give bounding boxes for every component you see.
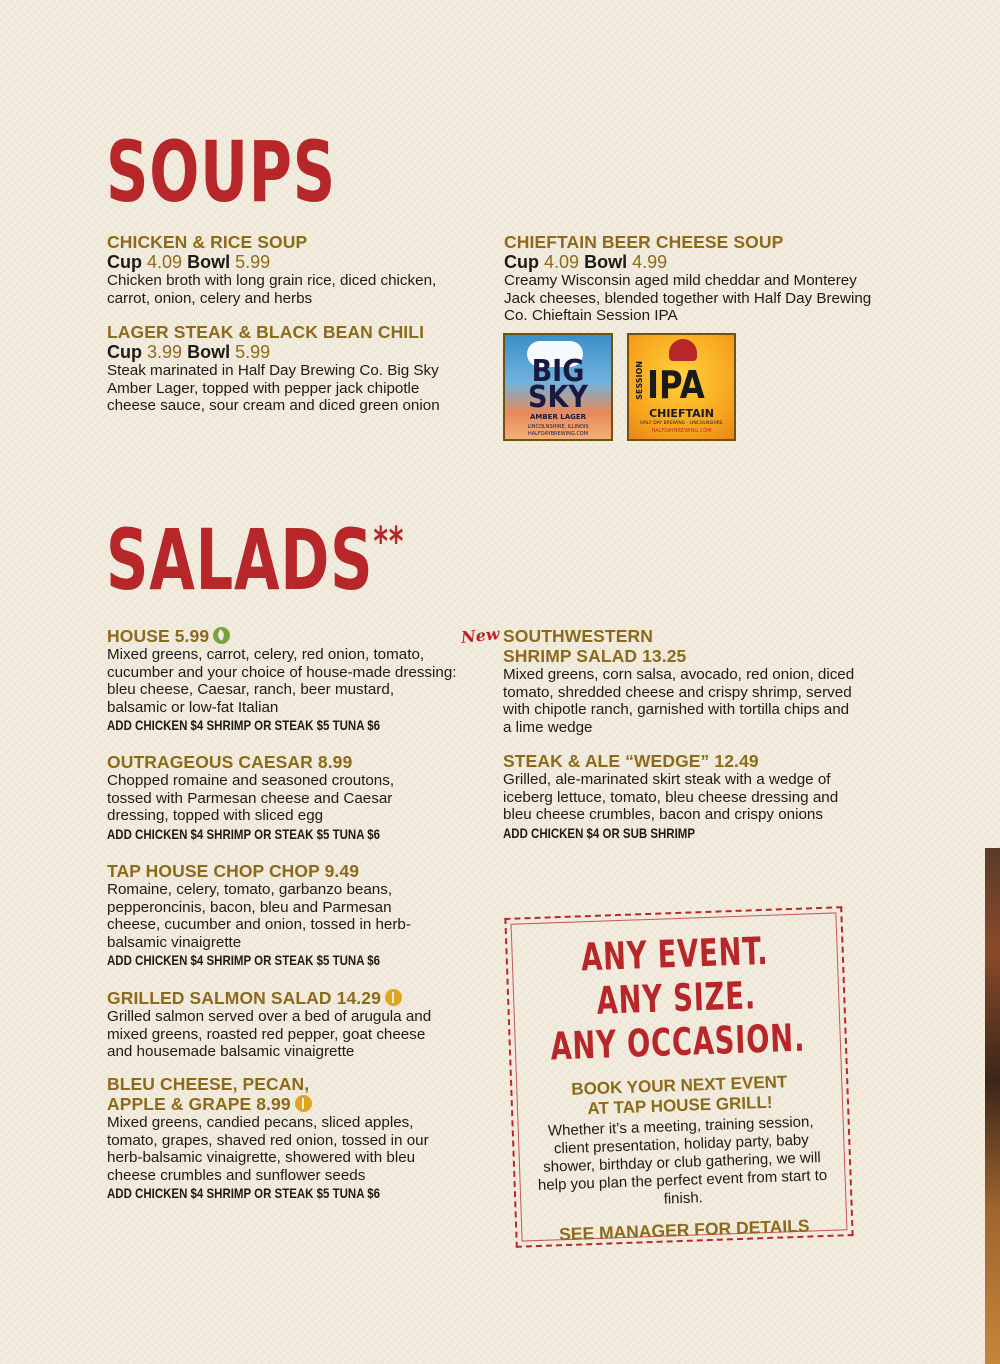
item-description: Creamy Wisconsin aged mild cheddar and Monterey Jack cheeses, blended together with Half Day Brewing Co. Chieftain Session IPA [504,272,872,325]
item-addons: ADD CHICKEN $4 SHRIMP OR STEAK $5 TUNA $6 [107,1185,381,1202]
item-sizes: Cup 4.09 Bowl 4.99 [504,252,668,272]
item-name: BLEU CHEESE, PECAN, APPLE & GRAPE 8.99 [107,1074,467,1114]
event-headline-3: ANY OCCASION. [549,1015,806,1069]
soups-heading: SOUPS [106,123,336,221]
item-addons: ADD CHICKEN $4 SHRIMP OR STEAK $5 TUNA $6 [107,717,381,734]
item-description: Grilled, ale-marinated skirt steak with a wedge of iceberg lettuce, tomato, bleu cheese dressing and bleu cheese crumbles, bacon and crispy onions [503,771,839,824]
gluten-free-icon [295,1095,312,1112]
event-cta: SEE MANAGER FOR DETAILS [558,1215,810,1245]
event-headline-1: ANY EVENT. [580,928,770,980]
item-description: Mixed greens, carrot, celery, red onion, tomato, cucumber and your choice of house-made dressing: bleu cheese, Caesar, ranch, beer mustard, balsamic or low-fat Italian [107,646,457,716]
salad-item [107,988,467,1061]
item-description: Mixed greens, candied pecans, sliced apples, tomato, grapes, shaved red onion, tossed in our herb-balsamic vinaigrette, showered with bleu cheese crumbles and sunflower seeds [107,1114,429,1184]
event-subheading-2: AT TAP HOUSE GRILL! [587,1092,773,1119]
item-description: Steak marinated in Half Day Brewing Co. Big Sky Amber Lager, topped with pepper jack chipotle cheese sauce, sour cream and diced green onion [107,362,440,415]
item-description: Chicken broth with long grain rice, diced chicken, carrot, onion, celery and herbs [107,272,437,307]
item-description: Mixed greens, corn salsa, avocado, red onion, diced tomato, shredded cheese and crispy shrimp, served with chipotle ranch, garnished with tortilla chips and a lime wedge [503,666,855,736]
item-addons: ADD CHICKEN $4 OR SUB SHRIMP [503,824,695,841]
salads-footnote-mark: ** [373,519,405,565]
event-description: Whether it’s a meeting, training session, client presentation, holiday party, baby shower, birthday or club gathering, we will help you plan the perfect event from start to finish. [537,1113,828,1208]
item-name: TAP HOUSE CHOP CHOP 9.49 [107,861,360,881]
gluten-free-icon [385,989,402,1006]
item-sizes: Cup 4.09 Bowl 5.99 [107,252,271,272]
item-name: LAGER STEAK & BLACK BEAN CHILI [107,322,425,342]
event-promo-box [504,906,853,1248]
salad-item [503,626,863,736]
item-description: Grilled salmon served over a bed of arugula and mixed greens, roasted red pepper, goat cheese and housemade balsamic vinaigrette [107,1008,432,1061]
chieftain-ipa-logo: SESSION IPA CHIEFTAIN HALF DAY BREWING · LINCOLNSHIRE HALFDAYBREWING.COM [627,333,736,441]
soup-item [504,232,884,325]
salads-heading: SALADS** [106,511,405,609]
item-sizes: Cup 3.99 Bowl 5.99 [107,342,271,362]
food-photo-edge [985,848,1000,1364]
item-description: Chopped romaine and seasoned croutons, tossed with Parmesan cheese and Caesar dressing, topped with sliced egg [107,772,395,825]
salad-item [107,626,467,734]
new-item-tag: New [460,624,501,647]
veg-icon [213,627,230,644]
item-name: SOUTHWESTERN SHRIMP SALAD 13.25 [503,626,687,666]
soup-item [107,232,457,307]
salad-item [107,1074,467,1202]
item-name: CHIEFTAIN BEER CHEESE SOUP [504,232,784,252]
item-name: STEAK & ALE “WEDGE” 12.49 [503,751,759,771]
salad-item [107,752,467,843]
salad-item [503,751,863,842]
salad-item [107,861,467,969]
item-name: OUTRAGEOUS CAESAR 8.99 [107,752,353,772]
item-addons: ADD CHICKEN $4 SHRIMP OR STEAK $5 TUNA $6 [107,952,381,969]
soup-item [107,322,467,415]
item-description: Romaine, celery, tomato, garbanzo beans, pepperoncinis, bacon, bleu and Parmesan cheese, cucumber and onion, tossed in herb-balsamic vinaigrette [107,881,411,951]
big-sky-wordmark: BIG SKY [528,354,588,415]
item-addons: ADD CHICKEN $4 SHRIMP OR STEAK $5 TUNA $6 [107,825,381,842]
item-name: CHICKEN & RICE SOUP [107,232,308,252]
headdress-icon [669,339,697,361]
event-headline-2: ANY SIZE. [595,973,757,1023]
event-subheading-1: BOOK YOUR NEXT EVENT [571,1072,788,1099]
item-name: GRILLED SALMON SALAD 14.29 [107,988,467,1008]
big-sky-logo: BIG SKY AMBER LAGER LINCOLNSHIRE, ILLINOIS HALFDAYBREWING.COM [503,333,613,441]
item-name: HOUSE 5.99 [107,626,467,646]
